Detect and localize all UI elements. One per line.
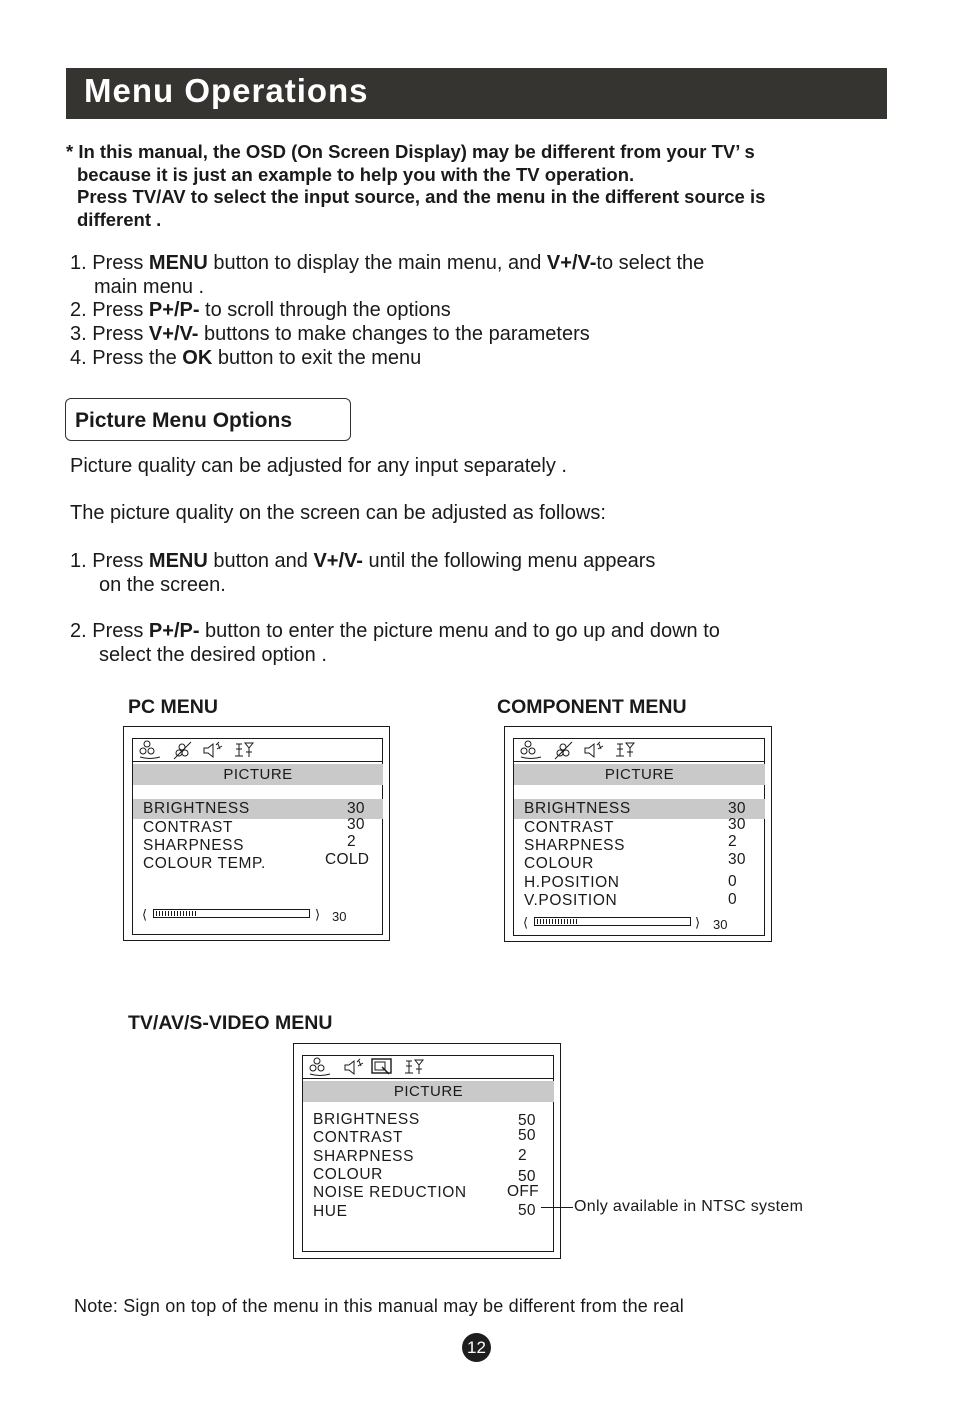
sound-icon (581, 740, 605, 760)
note-line-1: * In this manual, the OSD (On Screen Display) may be different from your TV’ s (66, 141, 755, 162)
component-item-colour: COLOUR (524, 855, 594, 872)
tv-value-colour: 50 (518, 1168, 536, 1185)
tv-item-noise-reduction: NOISE REDUCTION (313, 1184, 467, 1201)
component-slider-value: 30 (713, 917, 728, 932)
component-slider-right-arrow-icon: ⟩ (695, 915, 701, 930)
pc-slider-right-arrow-icon: ⟩ (315, 907, 321, 922)
note-line-3: Press TV/AV to select the input source, and the menu in the different source is (77, 186, 766, 207)
pc-value-colour-temp: COLD (325, 851, 370, 868)
screen-icon (370, 1057, 394, 1077)
tv-item-contrast: CONTRAST (313, 1129, 404, 1146)
pc-menu-screen (132, 738, 383, 935)
section-heading-box (65, 398, 351, 441)
step-4: 4. Press the OK button to exit the menu (70, 346, 422, 369)
component-item-brightness: BRIGHTNESS (524, 800, 631, 817)
component-value-sharpness: 2 (728, 833, 737, 850)
note-line-2: because it is just an example to help you with the TV operation. (77, 163, 635, 185)
tv-menu-screen (302, 1055, 554, 1252)
note-line-4: different . (77, 208, 162, 230)
tv-value-hue: 50 (518, 1202, 536, 1219)
component-menu-title: COMPONENT MENU (497, 696, 687, 718)
ntsc-callout: Only available in NTSC system (574, 1198, 804, 1215)
pc-menu-tv (123, 726, 390, 941)
pc-menu-title: PC MENU (128, 696, 218, 718)
page-title: Menu Operations (84, 72, 369, 109)
component-value-contrast: 30 (728, 816, 746, 833)
title-bar (66, 68, 887, 119)
tv-menu-title: TV/AV/S-VIDEO MENU (128, 1012, 333, 1034)
component-slider-left-arrow-icon: ⟨ (523, 915, 529, 930)
component-value-brightness: 30 (728, 800, 746, 817)
component-menu-tv (504, 726, 772, 942)
pc-value-contrast: 30 (347, 816, 365, 833)
component-item-sharpness: SHARPNESS (524, 837, 626, 854)
intro-note (66, 141, 896, 231)
pc-slider-value: 30 (332, 909, 347, 924)
pc-item-colour-temp: COLOUR TEMP. (143, 855, 266, 872)
step-1-cont: main menu . (94, 275, 205, 298)
picture-icon (519, 740, 543, 760)
sound-off-icon (171, 740, 195, 760)
pc-slider[interactable] (153, 909, 310, 918)
pc-picture-header: PICTURE (133, 764, 383, 785)
pc-item-contrast: CONTRAST (143, 819, 234, 836)
setup-icon (402, 1057, 426, 1077)
pc-icon-bar (132, 738, 383, 762)
component-value-v-position: 0 (728, 891, 737, 908)
paragraph-2: The picture quality on the screen can be adjusted as follows: (70, 502, 606, 524)
setup-icon (232, 740, 256, 760)
component-slider-fill (537, 919, 578, 924)
pc-value-brightness: 30 (347, 800, 365, 817)
step-3: 3. Press V+/V- buttons to make changes to the parameters (70, 323, 590, 346)
pc-value-sharpness: 2 (347, 833, 356, 850)
section-heading: Picture Menu Options (75, 409, 293, 432)
component-item-contrast: CONTRAST (524, 819, 615, 836)
callout-line (541, 1207, 573, 1208)
picture-icon (138, 740, 162, 760)
picture-step-1: 1. Press MENU button and V+/V- until the following menu appears on the screen. (70, 550, 656, 596)
step-1: 1. Press MENU button to display the main menu, and V+/V-to select the (70, 252, 705, 274)
tv-value-noise-reduction: OFF (507, 1183, 539, 1200)
component-item-v-position: V.POSITION (524, 892, 618, 909)
tv-value-brightness: 50 (518, 1112, 536, 1129)
sound-icon (341, 1057, 365, 1077)
tv-value-sharpness: 2 (518, 1147, 527, 1164)
component-menu-screen (513, 738, 765, 936)
tv-value-contrast: 50 (518, 1127, 536, 1144)
step-2: 2. Press P+/P- to scroll through the options (70, 299, 451, 322)
tv-item-colour: COLOUR (313, 1166, 383, 1183)
tv-icon-bar (302, 1055, 554, 1079)
component-item-h-position: H.POSITION (524, 874, 620, 891)
tv-picture-header: PICTURE (303, 1081, 554, 1102)
tv-item-hue: HUE (313, 1203, 348, 1220)
steps-list (70, 252, 704, 371)
pc-slider-left-arrow-icon: ⟨ (142, 907, 148, 922)
paragraph-1: Picture quality can be adjusted for any input separately . (70, 455, 567, 477)
page-number: 12 (462, 1333, 491, 1362)
component-slider[interactable] (534, 917, 691, 926)
pc-item-brightness: BRIGHTNESS (143, 800, 250, 817)
picture-icon (308, 1057, 332, 1077)
component-value-colour: 30 (728, 851, 746, 868)
component-icon-bar (513, 738, 765, 762)
picture-step-2: 2. Press P+/P- button to enter the picture menu and to go up and down to select the desired option . (70, 620, 720, 666)
setup-icon (613, 740, 637, 760)
footer-note: Note: Sign on top of the menu in this manual may be different from the real (74, 1296, 685, 1316)
sound-icon (200, 740, 224, 760)
pc-slider-fill (156, 911, 197, 916)
tv-menu-tv (293, 1043, 561, 1259)
tv-item-brightness: BRIGHTNESS (313, 1111, 420, 1128)
component-value-h-position: 0 (728, 873, 737, 890)
tv-item-sharpness: SHARPNESS (313, 1148, 415, 1165)
pc-item-sharpness: SHARPNESS (143, 837, 245, 854)
component-picture-header: PICTURE (514, 764, 765, 785)
sound-off-icon (552, 740, 576, 760)
